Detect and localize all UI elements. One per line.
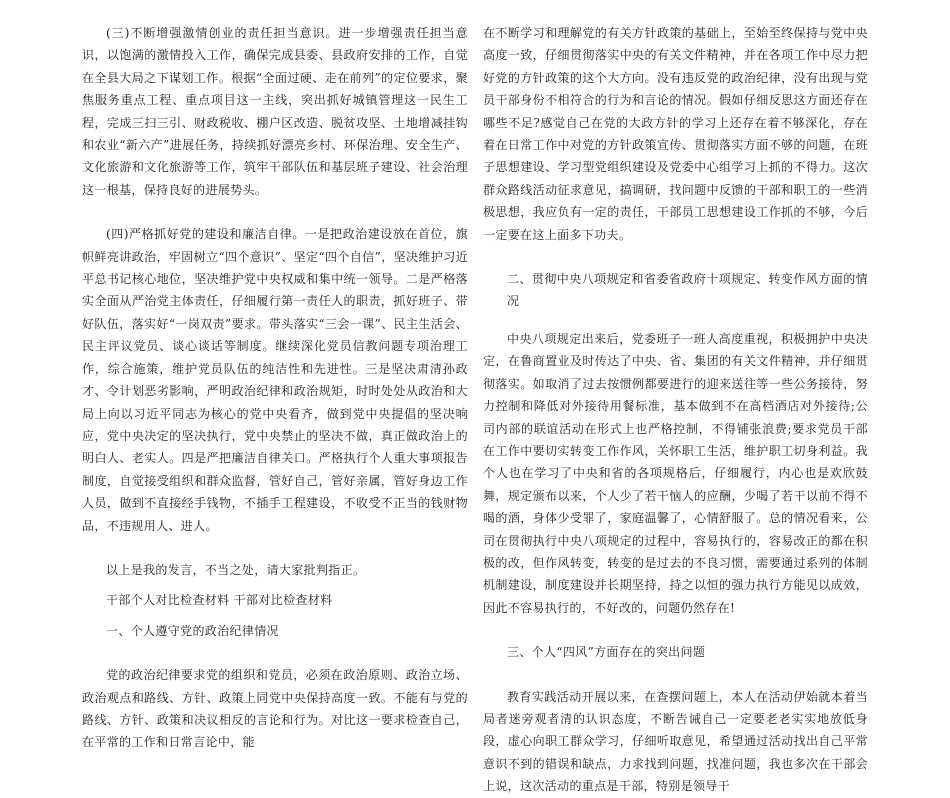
paragraph-four-winds: 教育实践活动开展以来，在查摆问题上，本人在活动伊始就本着当局者迷旁观者清的认识态度，不断告诫自己一定要老老实实地放低身段，虚心向职工群众学习，仔细听取意见，希望通过活动找出自己平常意识不到的错误和缺点，力求找到问题，找准问题，我也多次在干部会上说，这次活动的重点是干部，特别是领导干 [483,689,868,794]
section-heading-political-discipline: 一、个人遵守党的政治纪律情况 [106,623,279,638]
paragraph-political-discipline-continued: 在不断学习和理解党的有关方针政策的基础上，至始至终保持与党中央高度一致，仔细贯彻落实中央的有关文件精神，并在各项工作中尽力把好党的方针政策的这个大方向。没有违反党的政治纪律，没有出现与党员干部身份不相符合的行为和言论的情况。假如仔细反思这方面还存在哪些不足?感觉自己在党的大政方针的学习上还存在着不够深化，存在着在日常工作中对党的方针政策宣传、贯彻落实方面不够的问题，在班子思想建设、学习型党组织建设及党委中心组学习上抓的不得力。这次群众路线活动征求意见，搞调研，找问题中反馈的干部和职工的一些消极思想，我应负有一定的责任，干部员工思想建设工作抓的不够，今后一定要在这上面多下功夫。 [483,26,868,242]
paragraph-responsibility: (三)不断增强激情创业的责任担当意识。进一步增强责任担当意识，以饱满的激情投入工作，确保完成县委、县政府安排的工作，自觉在全县大局之下谋划工作。根据“全面过硬、走在前列”的定位要求，聚焦服务重点工程、重点项目这一主线，突出抓好城镇管理这一民生工程，完成三扫三引、财政税收、棚户区改造、脱贫攻坚、土地增减挂钩和农业“新六产”进展任务，持续抓好漂亮乡村、环保治理、安全生产、文化旅游和文化旅游等工作，筑牢干部队伍和基层班子建设、社会治理这一根基，保持良好的进展势头。 [82,26,468,197]
document-title: 干部个人对比检查材料 干部对比检查材料 [106,593,333,608]
right-column [483,22,868,798]
paragraph-closing-remarks: 以上是我的发言，不当之处，请大家批判指正。 [106,562,366,577]
section-heading-four-winds: 三、个人“四风”方面存在的突出问题 [507,645,706,660]
section-heading-eight-rules: 二、贯彻中央八项规定和省委省政府十项规定、转变作风方面的情况 [507,272,868,309]
paragraph-party-building: (四)严格抓好党的建设和廉洁自律。一是把政治建设放在首位，旗帜鲜亮讲政治，牢固树立“四个意识”、坚定“四个自信”，坚决维护习近平总书记核心地位，坚决维护党中央权威和集中统一领导。二是严格落实全面从严治党主体责任，仔细履行第一责任人的职责，抓好班子、带好队伍，落实好“一岗双责”要求。带头落实“三会一课”、民主生活会、民主评议党员、谈心谈话等制度。继续深化党员信教问题专项治理工作，综合施策，维护党员队伍的纯洁性和先进性。三是坚决肃清孙政才、令计划恶劣影响，严明政治纪律和政治规矩，时时处处从政治和大局上向以习近平同志为核心的党中央看齐，做到党中央提倡的坚决响应，党中央决定的坚决执行，党中央禁止的坚决不做，真正做政治上的明白人、老实人。四是严把廉洁自律关口。严格执行个人重大事项报告制度，自觉接受组织和群众监督，管好自己，管好亲属，管好身边工作人员，做到不直接经手钱物，不插手工程建设，不收受不正当的钱财物品，不违规用人、进人。 [82,227,468,533]
left-column [82,22,468,754]
paragraph-eight-rules: 中央八项规定出来后，党委班子一班人高度重视，积极拥护中央决定，在鲁商置业及时传达了中央、省、集团的有关文件精神，并仔细贯彻落实。如取消了过去按惯例都要进行的迎来送往等一些公务接待，努力控制和降低对外接待用餐标准，基本做到不在高档酒店对外接待;公司内部的联谊活动在形式上也严格控制，不得铺张浪费;要求党员干部在工作中要切实转变工作作风，关怀职工生活，维护职工切身利益。我个人也在学习了中央和省的各项规格后，仔细履行，内心也是欢欣鼓舞，规定颁布以来，个人少了若干恼人的应酬，少喝了若干以前不得不喝的酒，身体少受罪了，家庭温馨了，心情舒服了。总的情况看来，公司在贯彻执行中央八项规定的过程中，容易执行的，容易改正的都在积极的改，但作风转变，转变的是过去的不良习惯，需要通过系列的体制机制建设，制度建设并长期坚持，持之以恒的强力执行方能见以成效，因此不容易执行的，不好改的，问题仍然存在! [483,331,868,615]
paragraph-political-discipline: 党的政治纪律要求党的组织和党员，必须在政治原则、政治立场、政治观点和路线、方针、政策上同党中央保持高度一致。不能有与党的路线、方针、政策和决议相反的言论和行为。对比这一要求检查自己，在平常的工作和日常言论中，能 [82,668,468,750]
